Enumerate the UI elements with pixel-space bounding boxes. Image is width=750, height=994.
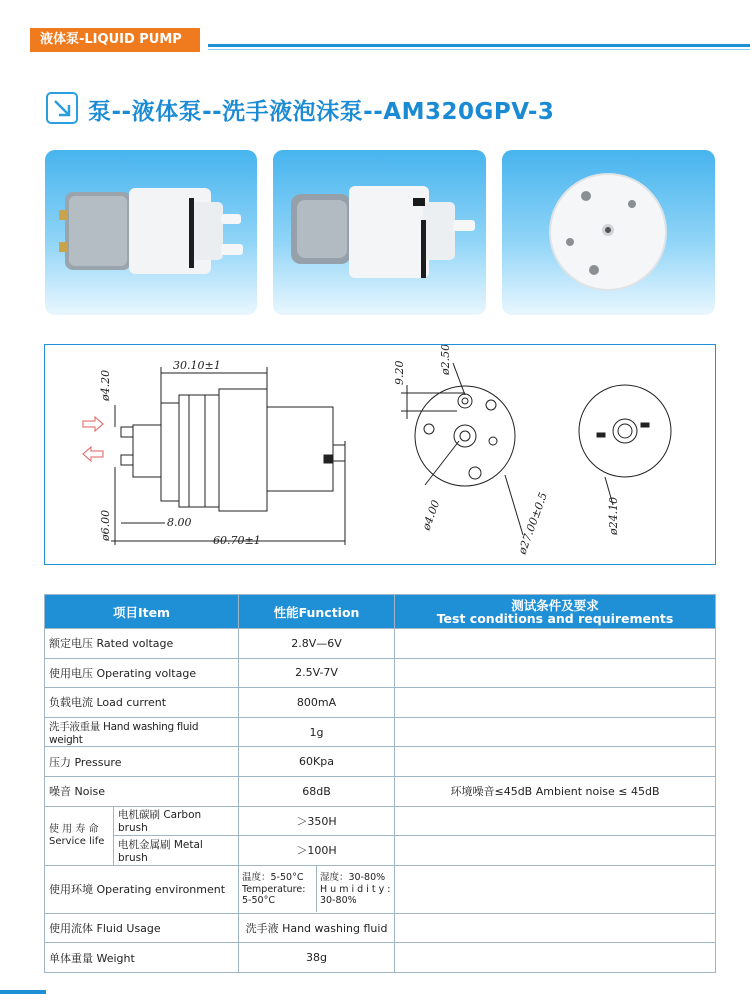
row-function: 1g: [239, 717, 395, 747]
product-photo-front: [502, 150, 715, 315]
row-item: 使用电压 Operating voltage: [45, 658, 239, 688]
header-test-cn: 测试条件及要求: [511, 597, 599, 613]
temperature-en: Temperature:: [242, 883, 306, 895]
table-row-environment: [45, 865, 716, 913]
table-row: [45, 747, 716, 777]
table-row-service-life: [45, 806, 716, 836]
header-item: 项目Item: [45, 595, 239, 629]
service-life-label: [45, 806, 114, 865]
row-test: [395, 865, 716, 913]
metal-brush-label: 电机金属刷 Metal brush: [114, 836, 239, 866]
row-item: 负载电流 Load current: [45, 688, 239, 718]
row-test: [395, 629, 716, 659]
header-line-thin: [208, 49, 750, 50]
row-item: 噪音 Noise: [45, 776, 239, 806]
rear-view: [579, 385, 671, 505]
humidity-range: 30-80%: [320, 895, 357, 906]
row-test: [395, 747, 716, 777]
row-function: 68dB: [239, 776, 395, 806]
row-test: [395, 806, 716, 836]
arrow-down-right-icon: [46, 92, 78, 124]
row-test: [395, 688, 716, 718]
humidity-cell: [317, 866, 395, 912]
environment-values: [239, 865, 395, 913]
row-test: [395, 658, 716, 688]
humidity-en: H u m i d i t y :: [320, 883, 391, 895]
temperature-cn: 温度：5-50°C: [242, 872, 304, 883]
header-line: [208, 44, 750, 47]
category-tag: [30, 28, 200, 52]
header-function: 性能Function: [239, 595, 395, 629]
row-function: 60Kpa: [239, 747, 395, 777]
footer-line: [0, 990, 46, 994]
row-function: 2.5V-7V: [239, 658, 395, 688]
category-tag-label: 液体泵-LIQUID PUMP: [40, 32, 182, 47]
product-photo-angle: [273, 150, 486, 315]
row-item: 单体重量 Weight: [45, 943, 239, 973]
row-item: 使用环境 Operating environment: [45, 865, 239, 913]
carbon-brush-label: 电机碳刷 Carbon brush: [114, 806, 239, 836]
row-test: [395, 943, 716, 973]
carbon-brush-value: ＞350H: [239, 806, 395, 836]
row-test: [395, 836, 716, 866]
row-item: 洗手液重量 Hand washing fluid weight: [45, 717, 239, 747]
table-row: [45, 629, 716, 659]
temperature-range: 5-50°C: [242, 895, 275, 906]
humidity-cn: 湿度：30-80%: [320, 872, 386, 883]
table-row: [45, 913, 716, 943]
table-row: [45, 776, 716, 806]
row-function: 洗手液 Hand washing fluid: [239, 913, 395, 943]
service-life-cn: 使 用 寿 命: [49, 823, 99, 835]
table-row: [45, 943, 716, 973]
table-header-row: [45, 595, 716, 629]
row-test: [395, 913, 716, 943]
dim-inlet-diameter: ø6.00: [99, 509, 112, 541]
row-item: 额定电压 Rated voltage: [45, 629, 239, 659]
header-test: [395, 595, 716, 629]
front-view: [401, 363, 523, 535]
spec-table: [44, 594, 716, 973]
row-function: 2.8V—6V: [239, 629, 395, 659]
dim-hole-offset: 9.20: [393, 360, 406, 385]
dim-shaft-hole: ø4.00: [419, 498, 443, 533]
service-life-en: Service life: [49, 835, 105, 847]
table-row: [45, 688, 716, 718]
dim-small-hole: ø2.50: [439, 345, 452, 375]
dim-nozzle-length: 8.00: [167, 516, 192, 529]
row-item: 使用流体 Fluid Usage: [45, 913, 239, 943]
page-title: 泵--液体泵--洗手液泡沫泵--AM320GPV-3: [88, 99, 555, 125]
technical-drawing: [44, 344, 716, 565]
row-function: 38g: [239, 943, 395, 973]
dim-rear-diameter: ø24.10: [607, 496, 620, 535]
table-row: [45, 717, 716, 747]
row-test: [395, 717, 716, 747]
temperature-cell: [239, 866, 317, 912]
dim-length-body: 30.10±1: [173, 359, 221, 372]
dim-outer-diameter: ø27.00±0.5: [515, 490, 550, 557]
header-test-en: Test conditions and requirements: [436, 610, 674, 626]
dim-total-length: 60.70±1: [213, 534, 261, 547]
row-function: 800mA: [239, 688, 395, 718]
table-row: [45, 658, 716, 688]
dim-outlet-diameter: ø4.20: [99, 369, 112, 401]
row-item: 压力 Pressure: [45, 747, 239, 777]
metal-brush-value: ＞100H: [239, 836, 395, 866]
table-row-service-life: [45, 836, 716, 866]
side-view: [111, 367, 345, 545]
row-test: 环境噪音≤45dB Ambient noise ≤ 45dB: [395, 776, 716, 806]
product-photo-side: [45, 150, 257, 315]
